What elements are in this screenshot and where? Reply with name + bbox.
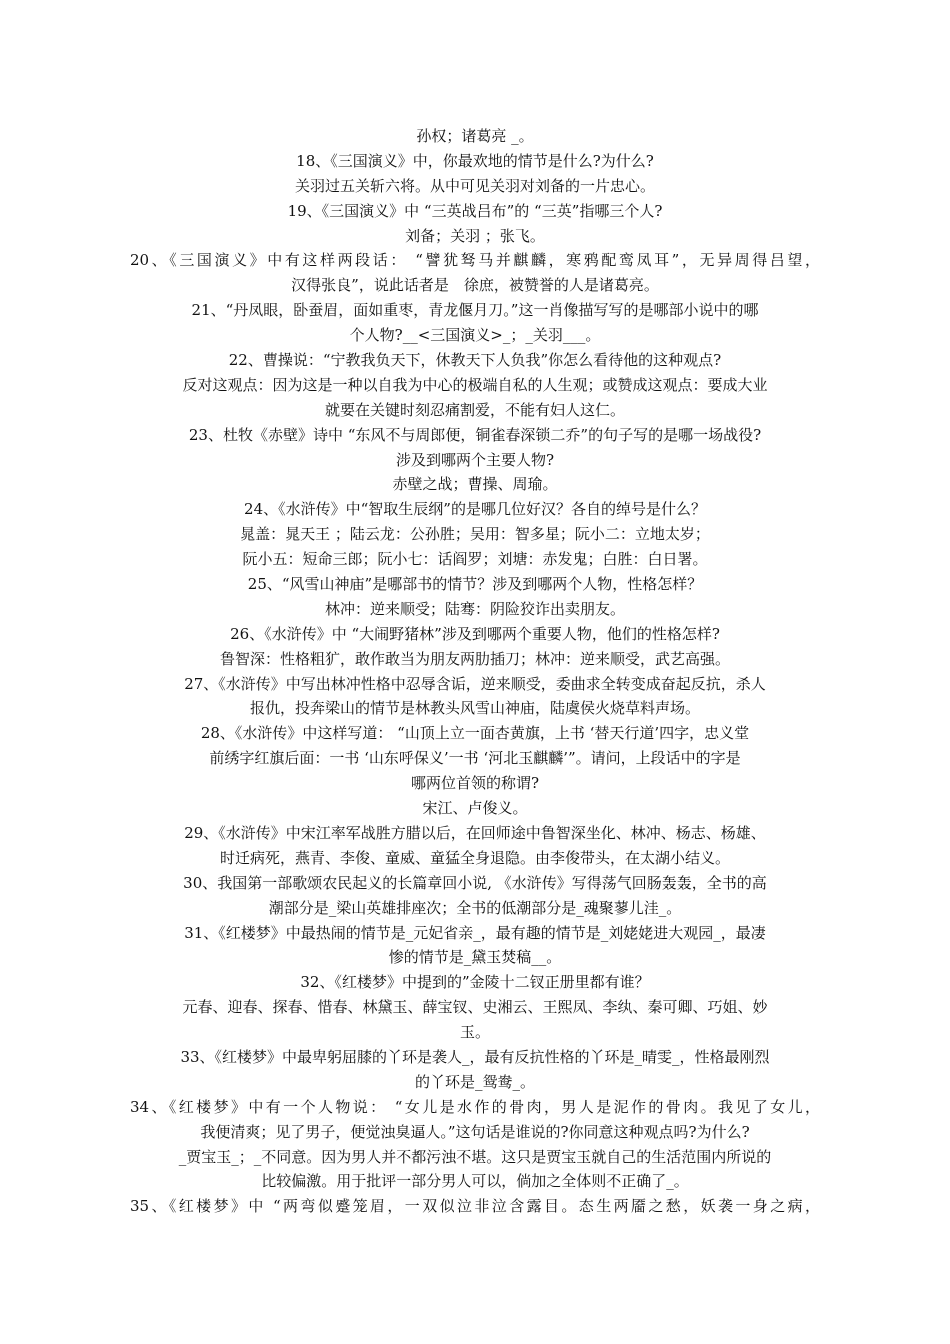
text-line: 29、《水浒传》中宋江率军战胜方腊以后，在回师途中鲁智深坐化、林冲、杨志、杨雄、 xyxy=(184,823,766,842)
text-line: 前绣字红旗后面：一书 ‘山东呼保义’一书 ‘河北玉麒麟’”。请问，上段话中的字是 xyxy=(209,749,741,768)
text-line: 报仇，投奔梁山的情节是林教头风雪山神庙，陆虞侯火烧草料声场。 xyxy=(249,699,700,718)
text-line: 30、我国第一部歌颂农民起义的长篇章回小说, 《水浒传》写得荡气回肠轰轰，全书的高 xyxy=(183,873,767,892)
text-line: 汉得张良”，说此话者是 徐庶，被赞誉的人是诸葛亮。 xyxy=(291,276,659,295)
text-line: 32、《红楼梦》中提到的”金陵十二钗正册里都有谁？ xyxy=(300,973,650,992)
text-line: 鲁智深：性格粗犷，敢作敢当为朋友两肋插刀；林冲：逆来顺受，武艺高强。 xyxy=(219,649,730,668)
text-line: 宋江、卢俊义。 xyxy=(422,799,528,818)
text-line: 阮小五：短命三郎；阮小七：话阎罗；刘塘：赤发鬼；白胜：白日署。 xyxy=(242,550,708,569)
text-line: 34、《红楼梦》中有一个人物说： “女儿是水作的骨肉，男人是泥作的骨肉。我见了女儿， xyxy=(130,1097,820,1116)
text-line: 涉及到哪两个主要人物? xyxy=(395,450,555,469)
text-line: 的丫环是_鸳鸯_。 xyxy=(414,1072,535,1091)
text-line: 26、《水浒传》中 “大闹野猪林”涉及到哪两个重要人物，他们的性格怎样? xyxy=(230,624,720,643)
text-line: 赤壁之战；曹操、周瑜。 xyxy=(392,475,558,494)
text-line: 关羽过五关斩六将。从中可见关羽对刘备的一片忠心。 xyxy=(294,176,655,195)
text-line: 反对这观点：因为这是一种以自我为中心的极端自私的人生观；或赞成这观点：要成大业 xyxy=(182,375,768,394)
text-line: 就要在关键时刻忍痛割爱，不能有妇人这仁。 xyxy=(324,400,625,419)
text-line: 21、“丹凤眼，卧蚕眉，面如重枣，青龙偃月刀。”这一肖像描写写的是哪部小说中的哪 xyxy=(191,301,759,320)
text-line: 我便清爽；见了男子，便觉浊臭逼人。”这句话是谁说的?你同意这种观点吗?为什么? xyxy=(200,1122,750,1141)
text-line: 35、《红楼梦》中 “两弯似蹙笼眉，一双似泣非泣含露目。态生两靥之愁，妖袭一身之病， xyxy=(130,1197,820,1216)
text-line: 刘备；关羽 ；张飞。 xyxy=(405,226,545,245)
text-line: 孙权；诸葛亮 _。 xyxy=(416,127,534,145)
text-line: 23、杜牧《赤壁》诗中 “东风不与周郎便，铜雀春深锁二乔”的句子写的是哪一场战役? xyxy=(188,425,762,444)
text-line: _贾宝玉_；_不同意。因为男人并不都污浊不堪。这只是贾宝玉就自己的生活范围内所说的 xyxy=(178,1147,772,1166)
text-line: 哪两位首领的称谓? xyxy=(410,774,540,793)
text-line: 20、《三国演义》中有这样两段话： “譬犹驽马并麒麟，寒鸦配鸾凤耳”，无异周得吕望， xyxy=(130,251,820,270)
text-line: 林冲：逆来顺受；陆骞：阴险狡诈出卖朋友。 xyxy=(324,599,625,618)
text-line: 19、《三国演义》中 “三英战吕布”的 “三英”指哪三个人? xyxy=(287,201,663,220)
text-line: 比较偏激。用于批评一部分男人可以，倘加之全体则不正确了_。 xyxy=(261,1172,689,1191)
text-line: 惨的情节是_黛玉焚稿__。 xyxy=(388,948,562,967)
text-line: 18、《三国演义》中，你最欢地的情节是什么?为什么? xyxy=(296,151,654,170)
text-line: 晁盖：晁天王 ；陆云龙：公孙胜；吴用：智多星；阮小二：立地太岁； xyxy=(240,525,710,544)
text-line: 24、《水浒传》中“智取生辰纲”的是哪几位好汉？各自的绰号是什么？ xyxy=(244,500,706,519)
document-page xyxy=(130,124,820,1219)
text-line: 玉。 xyxy=(459,1023,490,1042)
text-line: 31、《红楼梦》中最热闹的情节是_元妃省亲_，最有趣的情节是_刘姥姥进大观园_，最凄 xyxy=(184,923,766,942)
text-line: 潮部分是_梁山英雄排座次；全书的低潮部分是_魂聚蓼儿洼_。 xyxy=(268,898,682,917)
text-line: 33、《红楼梦》中最卑躬屈膝的丫环是袭人_，最有反抗性格的丫环是_晴雯_，性格最刚烈 xyxy=(180,1047,770,1066)
text-line: 元春、迎春、探春、惜春、林黛玉、薛宝钗、史湘云、王熙凤、李纨、秦可卿、巧姐、妙 xyxy=(182,998,768,1017)
text-line: 22、曹操说：“宁教我负天下，休教天下人负我”你怎么看待他的这种观点? xyxy=(228,351,722,370)
text-line: 28、《水浒传》中这样写道： “山顶上立一面杏黄旗，上书 ‘替天行道’四字，忠义堂 xyxy=(200,724,750,743)
text-line: 27、《水浒传》中写出林冲性格中忍辱含诟，逆来顺受，委曲求全转变成奋起反抗，杀人 xyxy=(184,674,766,693)
text-line: 25、“风雪山神庙”是哪部书的情节？涉及到哪两个人物，性格怎样？ xyxy=(247,575,703,594)
text-line: 个人物?__<三国演义>_；_关羽___。 xyxy=(349,326,601,345)
text-line: 时迁病死，燕青、李俊、童威、童猛全身退隐。由李俊带头，在太湖小结义。 xyxy=(219,848,730,867)
